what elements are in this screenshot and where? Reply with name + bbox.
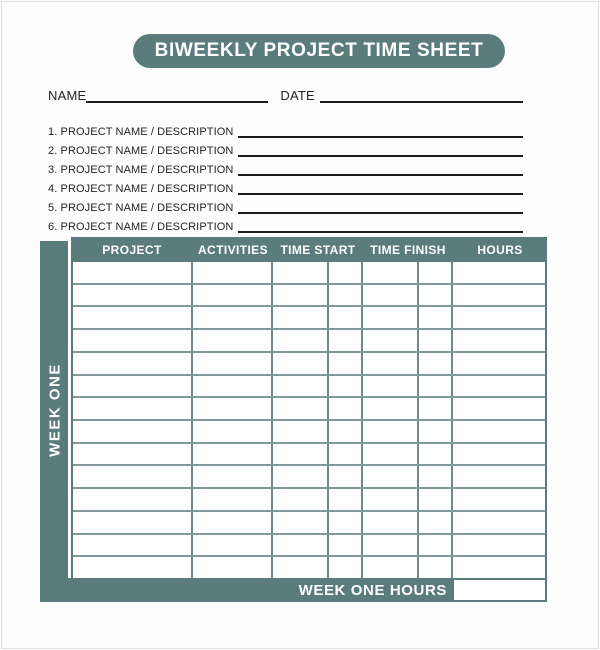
project-line-label: 6. PROJECT NAME / DESCRIPTION bbox=[48, 221, 234, 233]
timesheet-cell bbox=[363, 285, 419, 306]
timesheet-cell bbox=[193, 557, 273, 578]
timesheet-cell bbox=[329, 398, 363, 419]
timesheet-cell bbox=[273, 489, 329, 510]
timesheet-cell bbox=[453, 353, 545, 374]
timesheet-cell bbox=[273, 285, 329, 306]
timesheet-cell bbox=[419, 421, 453, 442]
timesheet-cell bbox=[419, 444, 453, 465]
timesheet-cell bbox=[453, 262, 545, 283]
timesheet-cell bbox=[193, 398, 273, 419]
timesheet-cell bbox=[419, 285, 453, 306]
name-date-row bbox=[48, 87, 523, 103]
timesheet-cell bbox=[453, 398, 545, 419]
timesheet-cell bbox=[453, 466, 545, 487]
timesheet-cell bbox=[453, 285, 545, 306]
timesheet-cell bbox=[363, 512, 419, 533]
project-line-label: 3. PROJECT NAME / DESCRIPTION bbox=[48, 164, 234, 176]
timesheet-cell bbox=[73, 353, 193, 374]
timesheet-cell bbox=[329, 535, 363, 556]
project-fill-line bbox=[238, 145, 523, 157]
timesheet-cell bbox=[419, 307, 453, 328]
timesheet-cell bbox=[73, 285, 193, 306]
timesheet-cell bbox=[73, 398, 193, 419]
timesheet-cell bbox=[329, 512, 363, 533]
project-line-label: 4. PROJECT NAME / DESCRIPTION bbox=[48, 183, 234, 195]
timesheet-row bbox=[73, 421, 545, 444]
column-header-hours: HOURS bbox=[477, 242, 523, 257]
timesheet-cell bbox=[419, 330, 453, 351]
project-fill-line bbox=[238, 126, 523, 138]
timesheet-cell bbox=[73, 307, 193, 328]
timesheet-cell bbox=[193, 535, 273, 556]
timesheet-cell bbox=[419, 489, 453, 510]
timesheet-cell bbox=[273, 307, 329, 328]
timesheet-row bbox=[73, 353, 545, 376]
column-header-activities: ACTIVITIES bbox=[197, 242, 268, 257]
timesheet-cell bbox=[453, 330, 545, 351]
column-header-time-finish: TIME FINISH bbox=[370, 242, 446, 257]
timesheet-row bbox=[73, 262, 545, 285]
timesheet-cell bbox=[73, 330, 193, 351]
timesheet-cell bbox=[273, 330, 329, 351]
project-line-label: 1. PROJECT NAME / DESCRIPTION bbox=[48, 126, 234, 138]
column-header-time-start: TIME START bbox=[280, 242, 356, 257]
timesheet-cell bbox=[363, 557, 419, 578]
date-fill-line bbox=[320, 89, 523, 103]
timesheet-cell bbox=[73, 557, 193, 578]
timesheet-cell bbox=[193, 444, 273, 465]
timesheet-cell bbox=[73, 444, 193, 465]
timesheet-cell bbox=[193, 353, 273, 374]
timesheet-cell bbox=[193, 512, 273, 533]
timesheet-row bbox=[73, 535, 545, 558]
week-one-sidebar bbox=[40, 241, 68, 578]
timesheet-cell bbox=[419, 557, 453, 578]
timesheet-cell bbox=[363, 307, 419, 328]
timesheet-cell bbox=[419, 353, 453, 374]
timesheet-cell bbox=[453, 512, 545, 533]
project-lines-section bbox=[48, 119, 523, 233]
project-line-1 bbox=[48, 119, 523, 138]
timesheet-cell bbox=[329, 330, 363, 351]
timesheet-cell bbox=[453, 376, 545, 397]
timesheet-cell bbox=[363, 466, 419, 487]
timesheet-cell bbox=[193, 307, 273, 328]
timesheet-cell bbox=[363, 489, 419, 510]
timesheet-row bbox=[73, 307, 545, 330]
week-one-hours-total-cell bbox=[452, 578, 547, 602]
project-line-5 bbox=[48, 195, 523, 214]
timesheet-cell bbox=[329, 376, 363, 397]
timesheet-cell bbox=[329, 307, 363, 328]
project-fill-line bbox=[238, 164, 523, 176]
timesheet-row bbox=[73, 489, 545, 512]
timesheet-cell bbox=[453, 307, 545, 328]
timesheet-cell bbox=[363, 330, 419, 351]
timesheet-cell bbox=[193, 421, 273, 442]
timesheet-cell bbox=[363, 535, 419, 556]
column-header-project: PROJECT bbox=[102, 242, 162, 257]
timesheet-cell bbox=[73, 376, 193, 397]
timesheet-cell bbox=[453, 444, 545, 465]
timesheet-cell bbox=[193, 330, 273, 351]
name-fill-line bbox=[86, 89, 268, 103]
timesheet-cell bbox=[329, 353, 363, 374]
date-label: DATE bbox=[280, 88, 315, 103]
timesheet-cell bbox=[329, 285, 363, 306]
title-banner bbox=[133, 34, 505, 68]
timesheet-cell bbox=[193, 376, 273, 397]
timesheet-cell bbox=[193, 285, 273, 306]
timesheet-cell bbox=[273, 353, 329, 374]
project-fill-line bbox=[238, 183, 523, 195]
timesheet-cell bbox=[329, 444, 363, 465]
project-line-label: 2. PROJECT NAME / DESCRIPTION bbox=[48, 145, 234, 157]
timesheet-cell bbox=[273, 557, 329, 578]
timesheet-cell bbox=[419, 398, 453, 419]
page-title: BIWEEKLY PROJECT TIME SHEET bbox=[154, 40, 484, 61]
week-one-hours-label: WEEK ONE HOURS bbox=[298, 581, 447, 599]
timesheet-cell bbox=[363, 262, 419, 283]
timesheet-cell bbox=[273, 535, 329, 556]
timesheet-cell bbox=[73, 466, 193, 487]
timesheet-cell bbox=[363, 421, 419, 442]
project-line-2 bbox=[48, 138, 523, 157]
timesheet-cell bbox=[273, 421, 329, 442]
table-footer-row bbox=[40, 578, 547, 602]
table-header-row bbox=[71, 237, 547, 262]
timesheet-cell bbox=[363, 353, 419, 374]
timesheet-cell bbox=[453, 489, 545, 510]
timesheet-cell bbox=[453, 535, 545, 556]
name-label: NAME bbox=[48, 88, 87, 103]
timesheet-cell bbox=[273, 512, 329, 533]
timesheet-cell bbox=[329, 489, 363, 510]
timesheet-cell bbox=[73, 489, 193, 510]
timesheet-cell bbox=[273, 466, 329, 487]
timesheet-cell bbox=[363, 376, 419, 397]
project-line-4 bbox=[48, 176, 523, 195]
timesheet-cell bbox=[273, 398, 329, 419]
project-fill-line bbox=[238, 221, 523, 233]
timesheet-row bbox=[73, 398, 545, 421]
week-one-label: WEEK ONE bbox=[45, 362, 63, 457]
project-line-3 bbox=[48, 157, 523, 176]
project-line-6 bbox=[48, 214, 523, 233]
timesheet-row bbox=[73, 444, 545, 467]
timesheet-row bbox=[73, 330, 545, 353]
timesheet-cell bbox=[193, 466, 273, 487]
timesheet-cell bbox=[73, 262, 193, 283]
timesheet-cell bbox=[273, 262, 329, 283]
timesheet-cell bbox=[419, 376, 453, 397]
timesheet-cell bbox=[329, 262, 363, 283]
timesheet-cell bbox=[73, 535, 193, 556]
timesheet-row bbox=[73, 512, 545, 535]
timesheet-cell bbox=[363, 398, 419, 419]
timesheet-cell bbox=[329, 421, 363, 442]
timesheet-cell bbox=[419, 262, 453, 283]
timesheet-cell bbox=[273, 444, 329, 465]
timesheet-row bbox=[73, 557, 545, 578]
timesheet-cell bbox=[193, 262, 273, 283]
timesheet-cell bbox=[453, 421, 545, 442]
timesheet-cell bbox=[73, 512, 193, 533]
timesheet-row bbox=[73, 285, 545, 308]
timesheet-cell bbox=[73, 421, 193, 442]
timesheet-row bbox=[73, 376, 545, 399]
timesheet-cell bbox=[273, 376, 329, 397]
timesheet-cell bbox=[329, 557, 363, 578]
timesheet-cell bbox=[453, 557, 545, 578]
timesheet-grid bbox=[71, 262, 547, 578]
project-line-label: 5. PROJECT NAME / DESCRIPTION bbox=[48, 202, 234, 214]
timesheet-row bbox=[73, 466, 545, 489]
timesheet-cell bbox=[363, 444, 419, 465]
timesheet-cell bbox=[419, 535, 453, 556]
timesheet-cell bbox=[419, 466, 453, 487]
project-fill-line bbox=[238, 202, 523, 214]
timesheet-cell bbox=[419, 512, 453, 533]
timesheet-cell bbox=[193, 489, 273, 510]
timesheet-cell bbox=[329, 466, 363, 487]
